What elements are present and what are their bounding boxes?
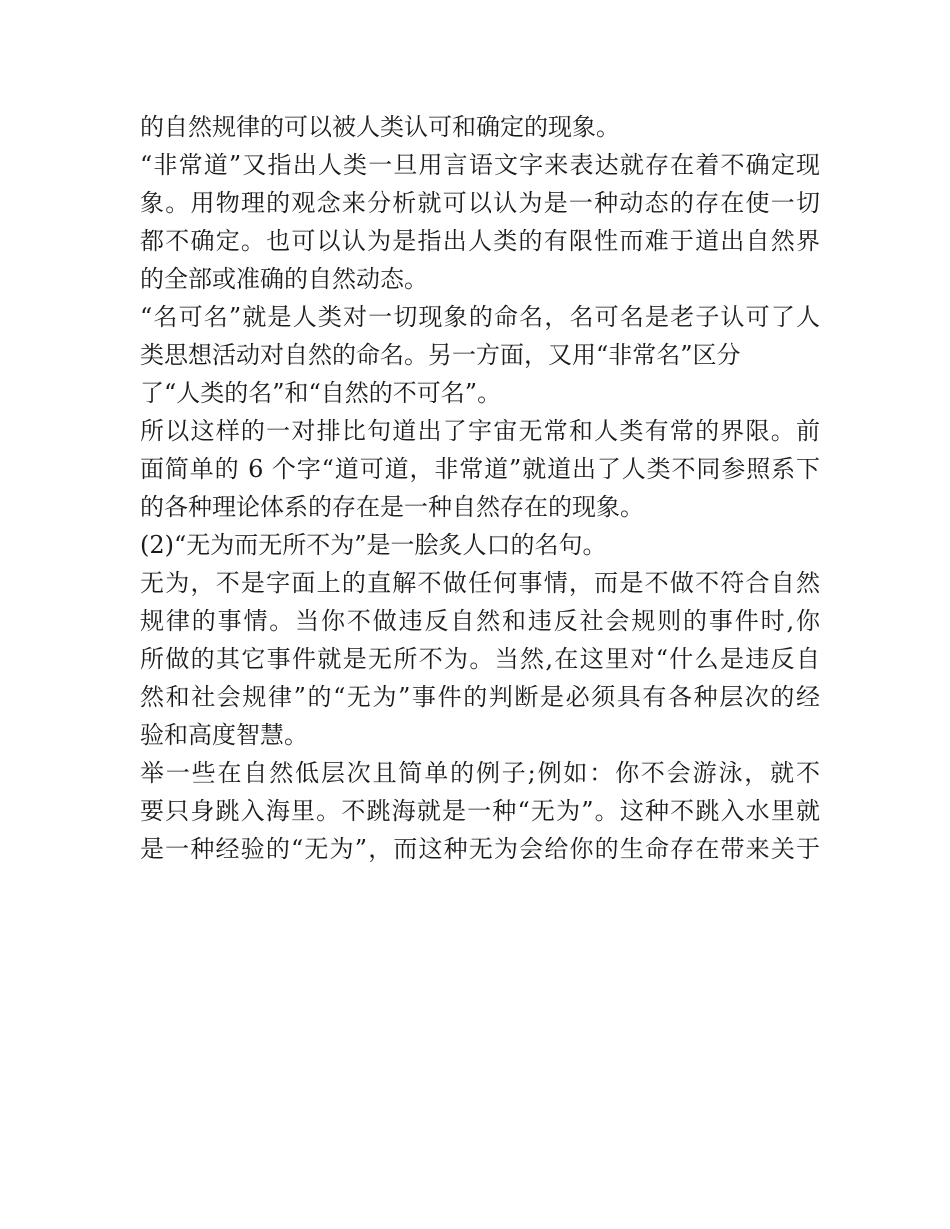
text-line: (2)“无为而无所不为”是一脍炙人口的名句。 <box>140 531 607 559</box>
text-line: 规律的事情。当你不做违反自然和违反社会规则的事件时,你 <box>140 607 820 635</box>
text-line: 要只身跳入海里。不跳海就是一种“无为”。这种不跳入水里就 <box>140 797 820 825</box>
text-line: 了“人类的名”和“自然的不可名”。 <box>140 379 502 407</box>
text-line: 所做的其它事件就是无所不为。当然,在这里对“什么是违反自 <box>140 645 820 673</box>
text-line: 验和高度智慧。 <box>140 721 308 749</box>
text-line: 无为，不是字面上的直解不做任何事情，而是不做不符合自然 <box>140 569 820 597</box>
text-line: 的各种理论体系的存在是一种自然存在的现象。 <box>140 493 644 521</box>
text-line: 然和社会规律”的“无为”事件的判断是必须具有各种层次的经 <box>140 683 820 711</box>
text-line: 所以这样的一对排比句道出了宇宙无常和人类有常的界限。前 <box>140 417 820 445</box>
text-line: “名可名”就是人类对一切现象的命名，名可名是老子认可了人 <box>140 303 820 331</box>
text-line: 的全部或准确的自然动态。 <box>140 265 428 293</box>
text-line: 是一种经验的“无为”，而这种无为会给你的生命存在带来关于 <box>140 835 820 863</box>
text-line: 的自然规律的可以被人类认可和确定的现象。 <box>140 113 620 141</box>
text-line: 都不确定。也可以认为是指出人类的有限性而难于道出自然界 <box>140 227 820 255</box>
text-line: 象。用物理的观念来分析就可以认为是一种动态的存在使一切 <box>140 189 820 217</box>
text-line: “非常道”又指出人类一旦用言语文字来表达就存在着不确定现 <box>140 151 820 179</box>
text-line: 举一些在自然低层次且简单的例子;例如：你不会游泳，就不 <box>140 759 820 787</box>
text-line: 类思想活动对自然的命名。另一方面，又用“非常名”区分 <box>140 341 741 369</box>
document-body <box>140 108 820 868</box>
text-line: 面简单的 6 个字“道可道，非常道”就道出了人类不同参照系下 <box>140 455 820 483</box>
